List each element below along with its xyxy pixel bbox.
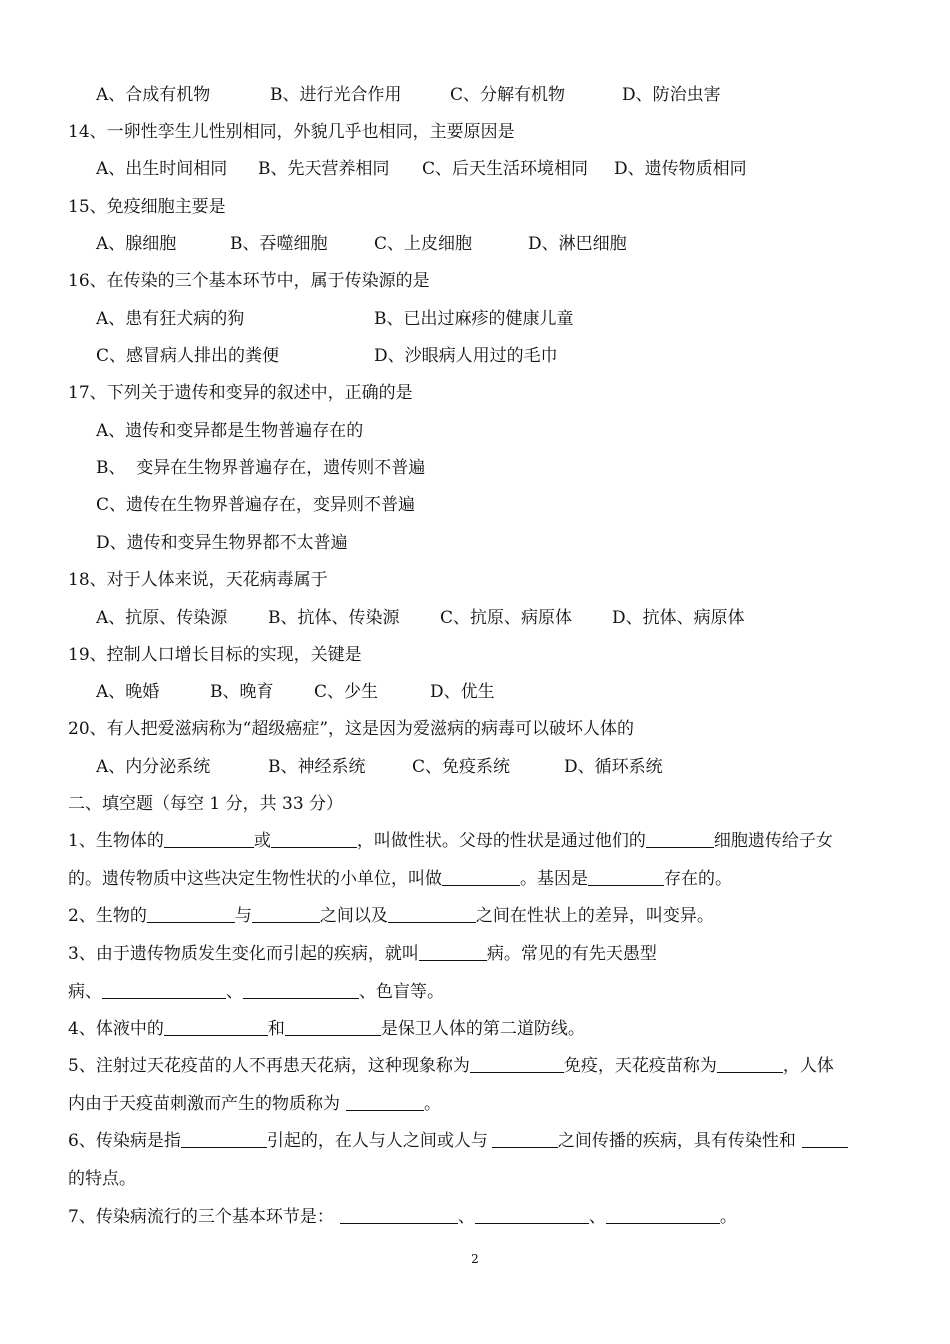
q14-options <box>96 158 747 180</box>
q13-option-b: B、进行光合作用 <box>270 85 402 105</box>
fill-1-text-b: 或 <box>253 831 271 851</box>
q18-option-a: A、抗原、传染源 <box>96 608 228 628</box>
q18-stem: 18、对于人体来说，天花病毒属于 <box>68 570 328 590</box>
q14-stem: 14、一卵性孪生儿性别相同，外貌几乎也相同，主要原因是 <box>68 122 515 142</box>
fill-1-text-d: 细胞遗传给子女 <box>713 831 833 851</box>
q19-options <box>96 681 495 703</box>
fill-1-text-f: 。基因是 <box>520 869 588 889</box>
q13-options <box>96 84 721 106</box>
q15-stem: 15、免疫细胞主要是 <box>68 197 226 217</box>
fill-1-line1 <box>68 830 833 852</box>
blank[interactable] <box>492 1130 558 1148</box>
q19-stem: 19、控制人口增长目标的实现，关键是 <box>68 645 362 665</box>
q19-option-d: D、优生 <box>430 682 495 702</box>
blank[interactable] <box>419 943 487 961</box>
q16-options-row1 <box>96 308 574 330</box>
fill-7-text-a: 7、传染病流行的三个基本环节是： <box>68 1207 334 1227</box>
fill-7-text-c: 、 <box>588 1207 606 1227</box>
q15-options <box>96 233 627 255</box>
fill-1-line2 <box>68 868 732 890</box>
fill-6-line2: 的特点。 <box>68 1169 136 1189</box>
blank[interactable] <box>470 1055 564 1073</box>
fill-3-text-b: 病。常见的有先天愚型 <box>486 944 657 964</box>
q14-option-c: C、后天生活环境相同 <box>422 159 589 179</box>
q14-option-d: D、遗传物质相同 <box>614 159 747 179</box>
q20-option-d: D、循环系统 <box>564 757 663 777</box>
blank[interactable] <box>164 830 254 848</box>
blank[interactable] <box>442 868 520 886</box>
fill-7-text-b: 、 <box>457 1207 475 1227</box>
q13-option-c: C、分解有机物 <box>450 85 566 105</box>
q17-option-d: D、遗传和变异生物界都不太普遍 <box>96 533 348 553</box>
q14-option-a: A、出生时间相同 <box>96 159 228 179</box>
fill-6-line1 <box>68 1130 848 1152</box>
q18-option-c: C、抗原、病原体 <box>440 608 573 628</box>
q14-option-b: B、先天营养相同 <box>258 159 390 179</box>
q20-options <box>96 756 663 778</box>
q19-option-a: A、晚婚 <box>96 682 160 702</box>
fill-2-text-d: 之间在性状上的差异，叫变异。 <box>475 906 714 926</box>
fill-4-text-c: 是保卫人体的第二道防线。 <box>380 1019 585 1039</box>
q17-option-a: A、遗传和变异都是生物普遍存在的 <box>96 421 364 441</box>
q15-option-a: A、腺细胞 <box>96 234 177 254</box>
q16-option-c: C、感冒病人排出的粪便 <box>96 346 280 366</box>
fill-3-line2 <box>68 981 444 1003</box>
section-2-title: 二、填空题（每空 1 分，共 33 分） <box>68 794 344 814</box>
blank[interactable] <box>717 1055 783 1073</box>
blank[interactable] <box>243 981 359 999</box>
q18-options <box>96 607 745 629</box>
blank[interactable] <box>588 868 664 886</box>
q20-option-a: A、内分泌系统 <box>96 757 211 777</box>
blank[interactable] <box>285 1018 381 1036</box>
fill-1-text-g: 存在的。 <box>664 869 732 889</box>
blank[interactable] <box>181 1130 267 1148</box>
fill-2-text-c: 之间以及 <box>319 906 388 926</box>
q15-option-d: D、淋巴细胞 <box>528 234 627 254</box>
q13-option-d: D、防治虫害 <box>622 85 721 105</box>
fill-5-text-a: 5、注射过天花疫苗的人不再患天花病，这种现象称为 <box>68 1056 470 1076</box>
fill-5-line2 <box>68 1093 441 1115</box>
fill-7-text-d: 。 <box>719 1207 737 1227</box>
q16-option-a: A、患有狂犬病的狗 <box>96 309 245 329</box>
blank[interactable] <box>252 905 320 923</box>
q15-option-c: C、上皮细胞 <box>374 234 473 254</box>
blank[interactable] <box>802 1130 848 1148</box>
fill-2 <box>68 905 714 927</box>
fill-2-text-a: 2、生物的 <box>68 906 147 926</box>
q17-option-c: C、遗传在生物界普遍存在，变异则不普遍 <box>96 495 416 515</box>
fill-2-text-b: 与 <box>234 906 252 926</box>
q19-option-c: C、少生 <box>314 682 379 702</box>
q19-option-b: B、晚育 <box>210 682 274 702</box>
fill-5-text-d: 内由于天疫苗刺激而产生的物质称为 <box>68 1094 340 1114</box>
fill-5-text-b: 免疫，天花疫苗称为 <box>563 1056 717 1076</box>
q13-option-a: A、合成有机物 <box>96 85 211 105</box>
fill-3-text-a: 3、由于遗传物质发生变化而引起的疾病，就叫 <box>68 944 419 964</box>
q17-stem: 17、下列关于遗传和变异的叙述中，正确的是 <box>68 383 413 403</box>
q20-stem: 20、有人把爱滋病称为“超级癌症”，这是因为爱滋病的病毒可以破坏人体的 <box>68 719 635 739</box>
q18-option-d: D、抗体、病原体 <box>612 608 745 628</box>
fill-1-text-e: 的。遗传物质中这些决定生物性状的小单位，叫做 <box>68 869 442 889</box>
fill-1-text-a: 1、生物体的 <box>68 831 164 851</box>
blank[interactable] <box>340 1206 458 1224</box>
q17-option-b: B、 变异在生物界普遍存在，遗传则不普遍 <box>96 458 426 478</box>
blank[interactable] <box>147 905 235 923</box>
fill-7 <box>68 1206 737 1228</box>
blank[interactable] <box>346 1093 424 1111</box>
blank[interactable] <box>475 1206 589 1224</box>
fill-4 <box>68 1018 585 1040</box>
blank[interactable] <box>271 830 357 848</box>
q16-option-d: D、沙眼病人用过的毛巾 <box>374 346 558 366</box>
q16-option-b: B、已出过麻疹的健康儿童 <box>374 309 574 329</box>
fill-3-text-d: 、 <box>226 982 243 1002</box>
fill-4-text-b: 和 <box>267 1019 285 1039</box>
fill-6-text-c: 之间传播的疾病，具有传染性和 <box>557 1131 796 1151</box>
fill-5-line1 <box>68 1055 834 1077</box>
q15-option-b: B、吞噬细胞 <box>230 234 328 254</box>
fill-5-text-e: 。 <box>424 1094 441 1114</box>
fill-1-text-c: ，叫做性状。父母的性状是通过他们的 <box>356 831 646 851</box>
fill-4-text-a: 4、体液中的 <box>68 1019 164 1039</box>
q20-option-c: C、免疫系统 <box>412 757 511 777</box>
blank[interactable] <box>388 905 476 923</box>
fill-6-text-b: 引起的，在人与人之间或人与 <box>266 1131 488 1151</box>
q16-options-row2 <box>96 345 558 367</box>
q16-stem: 16、在传染的三个基本环节中，属于传染源的是 <box>68 271 430 291</box>
fill-3-line1 <box>68 943 657 965</box>
page-number: 2 <box>471 1252 479 1266</box>
fill-6-text-a: 6、传染病是指 <box>68 1131 181 1151</box>
q20-option-b: B、神经系统 <box>268 757 366 777</box>
fill-5-text-c: ，人体 <box>782 1056 834 1076</box>
q18-option-b: B、抗体、传染源 <box>268 608 400 628</box>
blank[interactable] <box>646 830 714 848</box>
blank[interactable] <box>164 1018 268 1036</box>
blank[interactable] <box>606 1206 720 1224</box>
fill-3-text-c: 病、 <box>68 982 102 1002</box>
fill-3-text-e: 、色盲等。 <box>359 982 444 1002</box>
blank[interactable] <box>102 981 226 999</box>
